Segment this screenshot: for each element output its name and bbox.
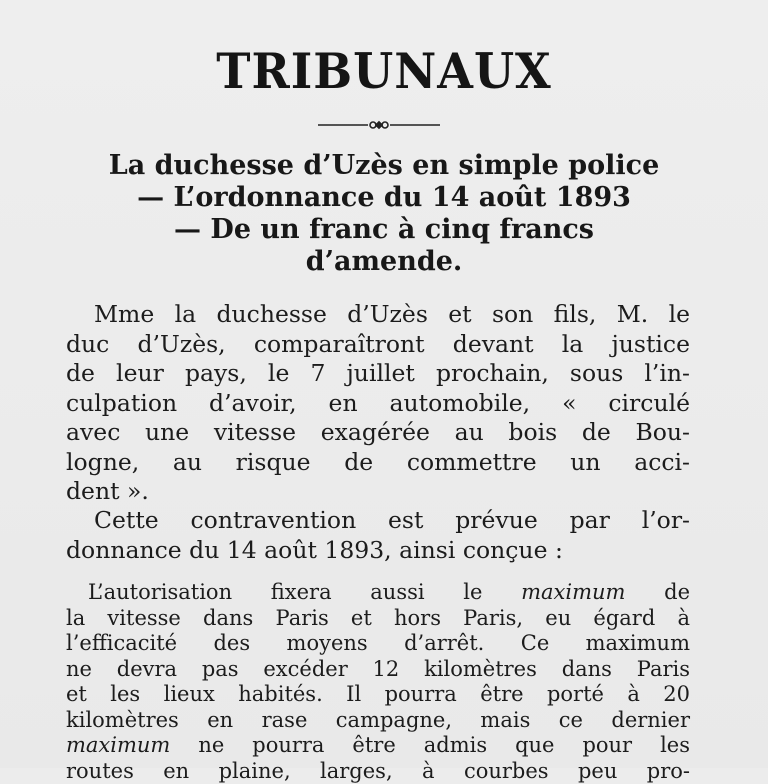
headline-line: La duchesse d’Uzès en simple police: [50, 150, 718, 182]
paragraph-line: Cette contravention est prévue par l’or-: [66, 506, 690, 536]
paragraph-line: dent ».: [66, 477, 690, 507]
quote-text: ne pourra être admis que pour les: [170, 733, 690, 757]
quote-line: ne devra pas excéder 12 kilomètres dans Paris: [66, 657, 690, 683]
paragraph-line: culpation d’avoir, en automobile, « circulé: [66, 389, 690, 419]
headline-line: — L’ordonnance du 14 août 1893: [50, 182, 718, 214]
quote-text: L’autorisation fixera aussi le: [88, 580, 521, 604]
article-paragraph-1: [66, 300, 690, 507]
section-title: TRIBUNAUX: [0, 43, 768, 100]
paragraph-line: avec une vitesse exagérée au bois de Bou-: [66, 418, 690, 448]
article-paragraph-2: [66, 506, 690, 565]
ordinance-quote: [66, 580, 690, 784]
quote-emphasis: maximum: [66, 733, 170, 757]
headline-line: d’amende.: [50, 246, 718, 278]
headline-line: — De un franc à cinq francs: [50, 214, 718, 246]
quote-line: routes en plaine, larges, à courbes peu pro-: [66, 759, 690, 784]
paragraph-line: donnance du 14 août 1893, ainsi conçue :: [66, 536, 690, 566]
quote-line: et les lieux habités. Il pourra être porté à 20: [66, 682, 690, 708]
paragraph-line: Mme la duchesse d’Uzès et son fils, M. le: [66, 300, 690, 330]
ornament-divider: [318, 118, 440, 132]
quote-emphasis: maximum: [521, 580, 625, 604]
quote-text: de: [625, 580, 690, 604]
paragraph-line: duc d’Uzès, comparaîtront devant la justice: [66, 330, 690, 360]
quote-line: l’efficacité des moyens d’arrêt. Ce maximum: [66, 631, 690, 657]
quote-line: la vitesse dans Paris et hors Paris, eu égard à: [66, 606, 690, 632]
paragraph-line: de leur pays, le 7 juillet prochain, sous l’in-: [66, 359, 690, 389]
quote-line: [66, 580, 690, 606]
article-headline: [50, 150, 718, 278]
quote-line: [66, 733, 690, 759]
paragraph-line: logne, au risque de commettre un acci-: [66, 448, 690, 478]
quote-line: kilomètres en rase campagne, mais ce dernier: [66, 708, 690, 734]
